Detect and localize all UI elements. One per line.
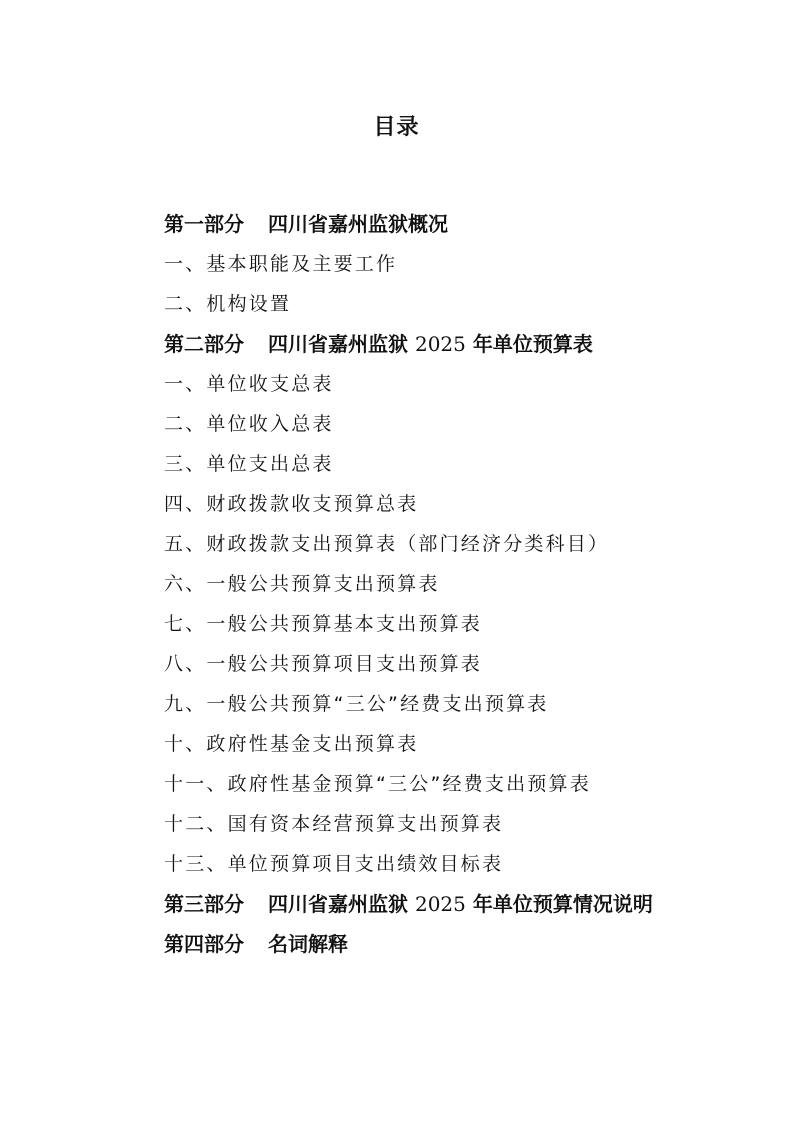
toc-part-label: 第四部分 (164, 932, 244, 956)
toc-item[interactable]: 七、一般公共预算基本支出预算表 (164, 613, 483, 635)
toc-part-title: 名词解释 (268, 932, 348, 956)
toc-part-1[interactable] (164, 204, 764, 244)
toc-item[interactable]: 五、财政拨款支出预算表（部门经济分类科目） (164, 533, 610, 555)
toc-item[interactable]: 三、单位支出总表 (164, 453, 334, 475)
toc-item[interactable]: 九、一般公共预算“三公”经费支出预算表 (164, 693, 549, 715)
toc-item[interactable]: 八、一般公共预算项目支出预算表 (164, 653, 483, 675)
toc-part-title-pre: 四川省嘉州监狱 (268, 332, 415, 356)
toc-item[interactable]: 十一、政府性基金预算“三公”经费支出预算表 (164, 773, 591, 795)
toc-part-4[interactable] (164, 924, 764, 964)
toc-part-label: 第一部分 (164, 212, 244, 236)
toc-item[interactable]: 一、基本职能及主要工作 (164, 253, 398, 275)
toc-part-title: 四川省嘉州监狱概况 (268, 212, 448, 236)
toc-part-label: 第二部分 (164, 332, 244, 356)
toc-item[interactable]: 十三、单位预算项目支出绩效目标表 (164, 853, 504, 875)
toc-item[interactable]: 四、财政拨款收支预算总表 (164, 493, 419, 515)
toc-part-3[interactable] (164, 884, 764, 924)
toc-part-year: 2025 (414, 892, 466, 916)
toc-part-year: 2025 (414, 332, 466, 356)
toc-item[interactable]: 二、单位收入总表 (164, 413, 334, 435)
toc-item[interactable]: 二、机构设置 (164, 293, 292, 315)
page-title: 目录 (373, 115, 420, 140)
toc-item[interactable]: 一、单位收支总表 (164, 373, 334, 395)
toc-part-title-post: 年单位预算表 (465, 332, 593, 356)
toc-item[interactable]: 十、政府性基金支出预算表 (164, 733, 419, 755)
toc-part-label: 第三部分 (164, 892, 244, 916)
toc-item[interactable]: 六、一般公共预算支出预算表 (164, 573, 440, 595)
toc-item[interactable]: 十二、国有资本经营预算支出预算表 (164, 813, 504, 835)
toc-part-title-pre: 四川省嘉州监狱 (268, 892, 415, 916)
table-of-contents (164, 204, 764, 964)
toc-part-2[interactable] (164, 324, 764, 364)
toc-part-title-post: 年单位预算情况说明 (465, 892, 653, 916)
